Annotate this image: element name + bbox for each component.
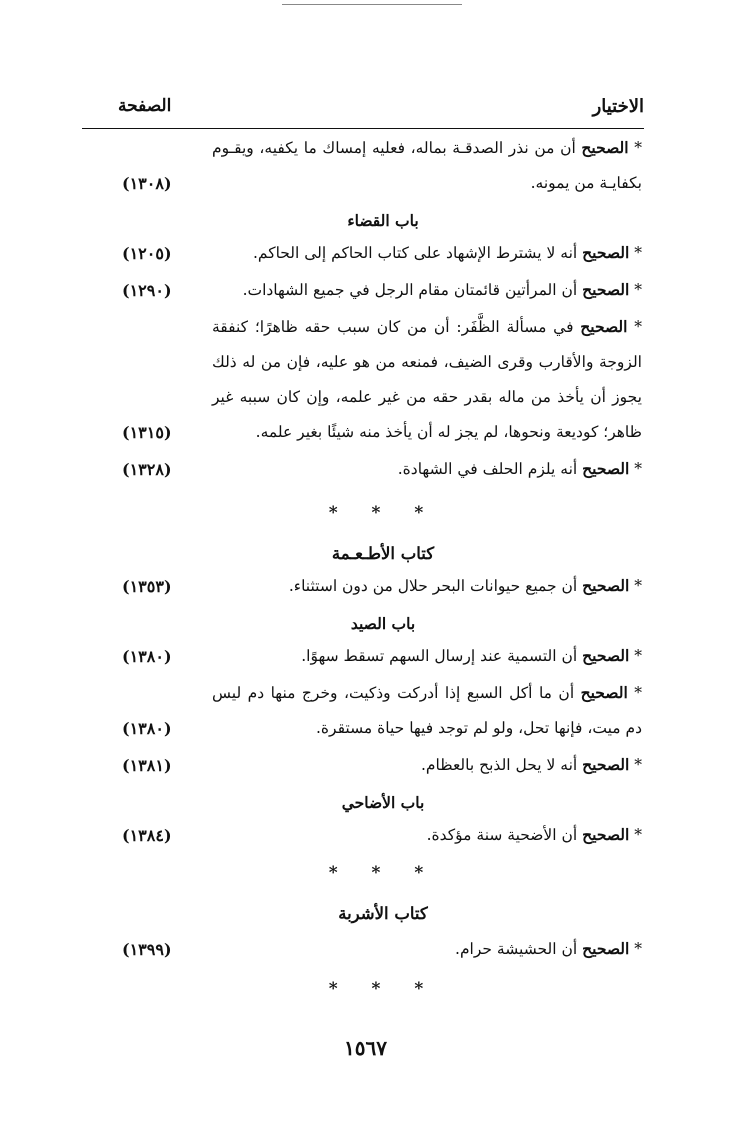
section-heading: باب القضاء	[347, 211, 419, 230]
entry-body: في مسألة الظَّفَر: أن من كان سبب حقه ظاهرًا؛ كنفقة الزوجة والأقارب وقرى الضيف، فمنعه من هو عليه، فإن من له ذلك يجوز أن يأخذ من ماله بقدر حقه من غير علمه، وإن كان سببه غير ظاهر؛ كوديعة ونحوها، لم يجز له أن يأخذ منه شيئًا بغير علمه.	[212, 318, 642, 441]
list-item	[82, 568, 644, 604]
bullet-icon: *	[634, 647, 642, 665]
page-reference: (١٣١٥)	[122, 423, 172, 442]
entry-body: أن ما أكل السبع إذا أدركت وذكيت، وخرج منها دم ليس دم ميت، فإنها تحل، ولو لم توجد فيها حياة مستقرة.	[212, 684, 642, 737]
page-reference: (١٣٩٩)	[122, 940, 172, 959]
list-item	[82, 931, 644, 967]
page-reference: (١٣٨١)	[122, 756, 172, 775]
entry-body: أن التسمية عند إرسال السهم تسقط سهوًا.	[301, 647, 578, 665]
page-reference: (١٢٠٥)	[122, 244, 172, 263]
entry-keyword: الصحيح	[582, 576, 630, 595]
entry-text	[212, 130, 642, 201]
list-item	[82, 817, 644, 853]
bullet-icon: *	[634, 756, 642, 774]
entry-keyword: الصحيح	[581, 138, 629, 157]
page-reference: (١٣٨٤)	[122, 826, 172, 845]
index-page	[82, 84, 644, 1001]
entry-text	[212, 272, 642, 308]
entry-text	[212, 747, 642, 783]
page-reference: (١٢٩٠)	[122, 281, 172, 300]
entry-keyword: الصحيح	[580, 683, 628, 702]
entry-text	[212, 931, 642, 967]
chapter-heading: كتاب الأطـعـمة	[331, 544, 435, 563]
entry-text	[212, 675, 642, 746]
page-reference: (١٣٨٠)	[122, 647, 172, 666]
bullet-icon: *	[634, 460, 642, 478]
bullet-icon: *	[634, 577, 642, 595]
entry-body: أن المرأتين قائمتان مقام الرجل في جميع الشهادات.	[242, 281, 578, 299]
list-item	[82, 747, 644, 783]
entry-text	[212, 568, 642, 604]
bullet-icon: *	[634, 139, 642, 157]
entry-text	[212, 817, 642, 853]
entry-keyword: الصحيح	[582, 939, 630, 958]
bullet-icon: *	[634, 281, 642, 299]
list-item	[82, 451, 644, 487]
page-reference: (١٣٠٨)	[122, 174, 172, 193]
entry-keyword: الصحيح	[582, 459, 630, 478]
entry-body: أنه لا يشترط الإشهاد على كتاب الحاكم إلى الحاكم.	[252, 244, 578, 262]
section-separator: * * *	[328, 979, 438, 999]
entry-text	[212, 309, 642, 450]
page-reference: (١٣٢٨)	[122, 460, 172, 479]
top-rule	[282, 4, 462, 5]
table-header	[82, 84, 644, 129]
chapter-heading: كتاب الأشربة	[338, 904, 428, 923]
list-item	[82, 638, 644, 674]
section-heading: باب الأضاحي	[341, 793, 425, 812]
entry-keyword: الصحيح	[582, 646, 630, 665]
page-reference: (١٣٨٠)	[122, 719, 172, 738]
list-item	[82, 309, 644, 450]
entry-keyword: الصحيح	[582, 825, 630, 844]
entry-keyword: الصحيح	[580, 317, 628, 336]
entry-body: أن الحشيشة حرام.	[455, 940, 578, 958]
list-item	[82, 235, 644, 271]
bullet-icon: *	[634, 244, 642, 262]
list-item	[82, 130, 644, 201]
page-number: ١٥٦٧	[344, 1036, 387, 1060]
bullet-icon: *	[634, 826, 642, 844]
entry-keyword: الصحيح	[582, 755, 630, 774]
entry-body: أن الأضحية سنة مؤكدة.	[426, 826, 578, 844]
entry-body: أنه لا يحل الذبح بالعظام.	[420, 756, 578, 774]
bullet-icon: *	[634, 318, 642, 336]
entry-body: أن من نذر الصدقـة بماله، فعليه إمساك ما يكفيه، ويقـوم بكفايـة من يمونه.	[212, 139, 642, 192]
page-reference: (١٣٥٣)	[122, 577, 172, 596]
section-separator: * * *	[328, 503, 438, 523]
entry-body: أن جميع حيوانات البحر حلال من دون استثناء.	[288, 577, 578, 595]
entry-keyword: الصحيح	[582, 243, 630, 262]
entry-text	[212, 235, 642, 271]
entry-keyword: الصحيح	[582, 280, 630, 299]
entry-text	[212, 638, 642, 674]
header-title: الاختيار	[592, 96, 644, 117]
entry-body: أنه يلزم الحلف في الشهادة.	[397, 460, 578, 478]
header-page-column: الصفحة	[118, 96, 172, 116]
section-separator: * * *	[328, 863, 438, 883]
bullet-icon: *	[634, 684, 642, 702]
entry-text	[212, 451, 642, 487]
section-heading: باب الصيد	[350, 614, 416, 633]
list-item	[82, 272, 644, 308]
list-item	[82, 675, 644, 746]
bullet-icon: *	[634, 940, 642, 958]
